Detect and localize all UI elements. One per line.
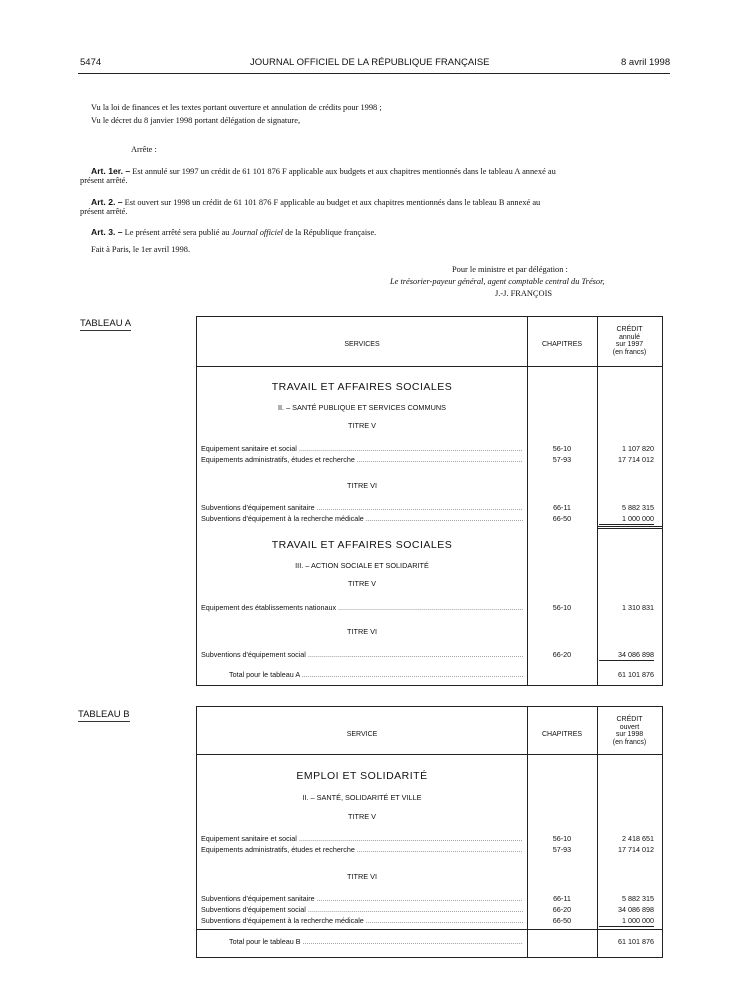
row-amount: 5 882 315 bbox=[622, 503, 654, 512]
tableau-a bbox=[196, 316, 663, 686]
section-subtitle: III. – ACTION SOCIALE ET SOLIDARITÉ bbox=[295, 561, 429, 570]
row-amount: 2 418 651 bbox=[622, 834, 654, 843]
row-amount: 1 107 820 bbox=[622, 444, 654, 453]
row-label: Equipement des établissements nationaux ..... bbox=[201, 603, 523, 613]
table-row bbox=[197, 455, 662, 465]
subtotal-rule bbox=[598, 526, 662, 529]
row-chapitre: 57-93 bbox=[552, 455, 572, 464]
titre-heading: TITRE V bbox=[348, 579, 376, 588]
article-3 bbox=[91, 227, 376, 238]
signature-line-1: Pour le ministre et par délégation : bbox=[452, 265, 568, 274]
row-amount: 1 000 000 bbox=[599, 514, 654, 525]
row-label: Subventions d'équipement social ..... bbox=[201, 905, 523, 915]
row-chapitre: 56-10 bbox=[552, 444, 572, 453]
article-1 bbox=[91, 166, 556, 177]
tableau-b-label: TABLEAU B bbox=[78, 709, 130, 720]
titre-heading: TITRE VI bbox=[347, 481, 377, 490]
row-chapitre: 56-10 bbox=[552, 834, 572, 843]
row-amount: 34 086 898 bbox=[618, 905, 654, 914]
article-1-cont: présent arrêté. bbox=[80, 176, 128, 185]
table-row bbox=[197, 514, 662, 524]
row-chapitre: 66-11 bbox=[553, 894, 571, 903]
credit-line-4: (en francs) bbox=[612, 348, 647, 356]
header-chapitres: CHAPITRES bbox=[541, 341, 583, 348]
header-rule bbox=[197, 366, 662, 367]
col-divider bbox=[527, 317, 528, 685]
table-row bbox=[197, 603, 662, 613]
row-label: Subventions d'équipement sanitaire ..... bbox=[201, 894, 523, 904]
table-row bbox=[197, 834, 662, 844]
row-label: Equipements administratifs, études et recherche ..... bbox=[201, 845, 523, 855]
fait-a-paris: Fait à Paris, le 1er avril 1998. bbox=[91, 245, 191, 254]
header-chapitres: CHAPITRES bbox=[541, 731, 583, 738]
signature-name: J.-J. FRANÇOIS bbox=[495, 289, 553, 298]
header-credit bbox=[597, 326, 662, 356]
credit-line-4: (en francs) bbox=[612, 738, 647, 746]
tableau-a-label: TABLEAU A bbox=[80, 318, 132, 329]
credit-line-3: sur 1997 bbox=[615, 341, 644, 348]
table-row bbox=[197, 845, 662, 855]
article-2-text: Est ouvert sur 1998 un crédit de 61 101 876 F applicable au budget et aux chapitres mentionnés dans le tableau B annexé au bbox=[124, 198, 541, 207]
credit-line-3: sur 1998 bbox=[615, 731, 644, 738]
row-label: Equipement sanitaire et social ..... bbox=[201, 444, 523, 454]
vu-loi: Vu la loi de finances et les textes portant ouverture et annulation de crédits pour 1998 ; bbox=[91, 103, 382, 112]
row-amount: 34 086 898 bbox=[599, 650, 654, 661]
header-services: SERVICES bbox=[344, 341, 380, 348]
row-chapitre: 66-20 bbox=[552, 650, 572, 659]
article-3-text: Le présent arrêté sera publié au bbox=[124, 228, 230, 237]
credit-line-2: annulé bbox=[618, 333, 641, 341]
article-3-label: Art. 3. – bbox=[91, 227, 123, 237]
row-chapitre: 56-10 bbox=[552, 603, 572, 612]
article-1-label: Art. 1er. – bbox=[91, 166, 131, 176]
col-divider bbox=[597, 317, 598, 685]
section-subtitle: II. – SANTÉ, SOLIDARITÉ ET VILLE bbox=[302, 793, 422, 802]
total-label: Total pour le tableau A ..... bbox=[229, 670, 523, 680]
header-credit bbox=[597, 716, 662, 746]
row-amount: 5 882 315 bbox=[622, 894, 654, 903]
section-title: TRAVAIL ET AFFAIRES SOCIALES bbox=[271, 381, 453, 393]
article-2-label: Art. 2. – bbox=[91, 197, 123, 207]
arrete: Arrête : bbox=[131, 145, 157, 154]
table-row bbox=[197, 916, 662, 926]
row-chapitre: 66-50 bbox=[552, 916, 572, 925]
journal-title: JOURNAL OFFICIEL DE LA RÉPUBLIQUE FRANÇAISE bbox=[250, 57, 490, 68]
row-chapitre: 66-50 bbox=[552, 514, 572, 523]
total-label: Total pour le tableau B ..... bbox=[229, 937, 523, 947]
table-row bbox=[197, 905, 662, 915]
page-date: 8 avril 1998 bbox=[621, 57, 671, 68]
header-rule bbox=[197, 754, 662, 755]
article-2-cont: présent arrêté. bbox=[80, 207, 128, 216]
header-services: SERVICE bbox=[346, 731, 378, 738]
titre-heading: TITRE V bbox=[348, 421, 376, 430]
total-row bbox=[197, 670, 662, 680]
table-row bbox=[197, 503, 662, 513]
row-amount: 1 000 000 bbox=[599, 916, 654, 927]
article-3-text-after: de la République française. bbox=[285, 228, 377, 237]
signature-line-2: Le trésorier-payeur général, agent comptable central du Trésor, bbox=[390, 277, 605, 286]
vu-decret: Vu le décret du 8 janvier 1998 portant délégation de signature, bbox=[91, 116, 301, 125]
credit-line-2: ouvert bbox=[619, 723, 640, 731]
table-row bbox=[197, 894, 662, 904]
row-amount: 1 310 831 bbox=[622, 603, 654, 612]
row-label: Subventions d'équipement sanitaire ..... bbox=[201, 503, 523, 513]
row-chapitre: 66-11 bbox=[553, 503, 571, 512]
page-number: 5474 bbox=[80, 57, 102, 68]
total-amount: 61 101 876 bbox=[618, 937, 654, 946]
row-amount: 17 714 012 bbox=[618, 845, 654, 854]
titre-heading: TITRE VI bbox=[347, 872, 377, 881]
header-rule bbox=[78, 73, 670, 74]
article-2 bbox=[91, 197, 540, 208]
titre-heading: TITRE V bbox=[348, 812, 376, 821]
row-label: Subventions d'équipement à la recherche médicale ..... bbox=[201, 514, 523, 524]
row-label: Equipements administratifs, études et recherche ..... bbox=[201, 455, 523, 465]
row-label: Subventions d'équipement social ..... bbox=[201, 650, 523, 660]
credit-line-1: CRÉDIT bbox=[616, 326, 643, 333]
section-subtitle: II. – SANTÉ PUBLIQUE ET SERVICES COMMUNS bbox=[277, 403, 446, 412]
total-rule bbox=[197, 929, 662, 930]
total-row bbox=[197, 937, 662, 947]
section-title: TRAVAIL ET AFFAIRES SOCIALES bbox=[271, 539, 453, 551]
row-label: Subventions d'équipement à la recherche médicale ..... bbox=[201, 916, 523, 926]
tableau-b bbox=[196, 706, 663, 958]
row-chapitre: 66-20 bbox=[552, 905, 572, 914]
journal-officiel-ref: Journal officiel bbox=[231, 228, 283, 237]
table-row bbox=[197, 444, 662, 454]
article-1-text: Est annulé sur 1997 un crédit de 61 101 876 F applicable aux budgets et aux chapitres mentionnés dans le tableau A annexé au bbox=[132, 167, 556, 176]
row-amount: 17 714 012 bbox=[618, 455, 654, 464]
row-chapitre: 57-93 bbox=[552, 845, 572, 854]
titre-heading: TITRE VI bbox=[347, 627, 377, 636]
total-amount: 61 101 876 bbox=[618, 670, 654, 679]
section-title: EMPLOI ET SOLIDARITÉ bbox=[296, 770, 428, 782]
row-label: Equipement sanitaire et social ..... bbox=[201, 834, 523, 844]
credit-line-1: CRÉDIT bbox=[616, 716, 643, 723]
table-row bbox=[197, 650, 662, 660]
